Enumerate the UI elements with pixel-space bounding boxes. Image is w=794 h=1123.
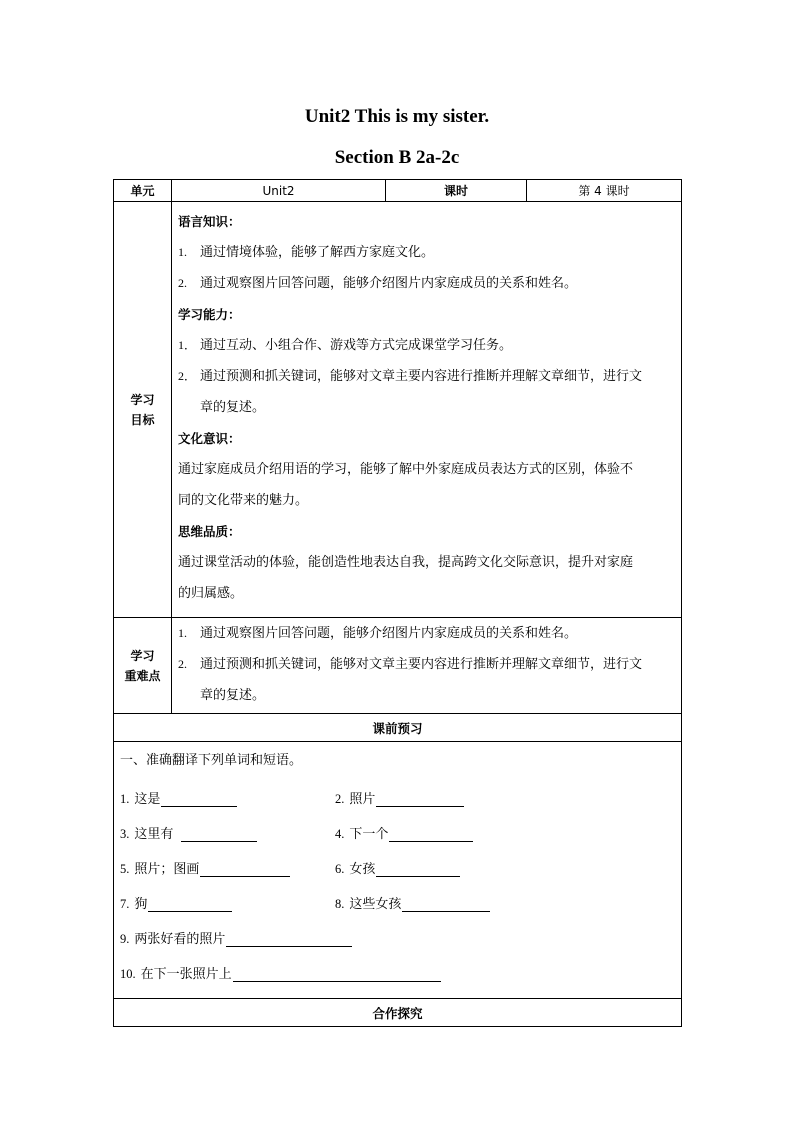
thinking-line: 的归属感。 (178, 586, 244, 601)
list-item: 1. 通过情境体验，能够了解西方家庭文化。 (178, 245, 435, 260)
exercise-item: 4. 下一个 (335, 823, 675, 842)
objectives-label-line2: 目标 (130, 412, 155, 427)
answer-blank[interactable] (376, 862, 460, 877)
difficulties-label (114, 618, 172, 714)
objectives-label-line1: 学习 (130, 392, 155, 407)
exercise-item: 8. 这些女孩 (335, 893, 675, 912)
list-item: 2. 通过预测和抓关键词，能够对文章主要内容进行推断并理解文章细节，进行文 (178, 657, 643, 672)
exercise-item: 7. 狗 (120, 893, 335, 912)
objectives-label (114, 202, 172, 618)
cooperation-heading-row (114, 999, 682, 1027)
preview-row (114, 742, 682, 999)
exercise-item: 5. 照片；图画 (120, 858, 335, 877)
header-row (114, 180, 682, 202)
answer-blank[interactable] (389, 827, 473, 842)
thinking-heading: 思维品质： (178, 524, 241, 539)
period-value: 第 4 课时 (527, 180, 682, 202)
exercise-row (120, 885, 675, 920)
language-heading: 语言知识： (178, 214, 241, 229)
preview-content (114, 742, 682, 999)
exercise-item: 10. 在下一张照片上 (120, 963, 441, 982)
answer-blank[interactable] (148, 897, 232, 912)
objectives-row (114, 202, 682, 618)
thinking-line: 通过课堂活动的体验，能创造性地表达自我，提高跨文化交际意识，提升对家庭 (178, 555, 634, 570)
exercise-item: 2. 照片 (335, 788, 675, 807)
lesson-plan-table (113, 179, 682, 1027)
period-label: 课时 (386, 180, 527, 202)
preview-heading: 课前预习 (114, 714, 682, 742)
unit-value: Unit2 (172, 180, 386, 202)
answer-blank[interactable] (161, 792, 237, 807)
exercise-row (120, 920, 675, 955)
answer-blank[interactable] (226, 932, 352, 947)
exercise-row (120, 955, 675, 990)
list-item: 2. 通过观察图片回答问题，能够介绍图片内家庭成员的关系和姓名。 (178, 276, 578, 291)
preview-instruction: 一、准确翻译下列单词和短语。 (120, 753, 303, 768)
exercise-row (120, 850, 675, 885)
preview-heading-row (114, 714, 682, 742)
list-item: 2． 通过预测和抓关键词，能够对文章主要内容进行推断并理解文章细节，进行文 (178, 369, 643, 384)
list-item-continuation: 章的复述。 (200, 400, 266, 415)
culture-line: 通过家庭成员介绍用语的学习，能够了解中外家庭成员表达方式的区别，体验不 (178, 462, 634, 477)
culture-line: 同的文化带来的魅力。 (178, 493, 309, 508)
document-subtitle: Section B 2a-2c (334, 147, 460, 168)
objectives-content (172, 202, 682, 618)
answer-blank[interactable] (181, 827, 257, 842)
exercise-item: 1. 这是 (120, 788, 335, 807)
culture-heading: 文化意识： (178, 431, 241, 446)
answer-blank[interactable] (402, 897, 490, 912)
list-item: 1. 通过观察图片回答问题，能够介绍图片内家庭成员的关系和姓名。 (178, 626, 578, 641)
difficulties-row (114, 618, 682, 714)
exercise-row (120, 815, 675, 850)
answer-blank[interactable] (200, 862, 290, 877)
answer-blank[interactable] (376, 792, 464, 807)
difficulties-label-line2: 重难点 (124, 668, 161, 683)
exercise-item: 6. 女孩 (335, 858, 675, 877)
ability-heading: 学习能力： (178, 307, 241, 322)
list-item-continuation: 章的复述。 (200, 688, 266, 703)
exercise-row (120, 780, 675, 815)
cooperation-heading: 合作探究 (114, 999, 682, 1027)
document-title: Unit2 This is my sister. (304, 106, 490, 127)
difficulties-label-line1: 学习 (130, 648, 155, 663)
exercise-item: 3. 这里有 (120, 823, 335, 842)
difficulties-content (172, 618, 682, 714)
unit-label: 单元 (114, 180, 172, 202)
list-item: 1． 通过互动、小组合作、游戏等方式完成课堂学习任务。 (178, 338, 513, 353)
answer-blank[interactable] (233, 967, 441, 982)
exercise-item: 9. 两张好看的照片 (120, 928, 352, 947)
